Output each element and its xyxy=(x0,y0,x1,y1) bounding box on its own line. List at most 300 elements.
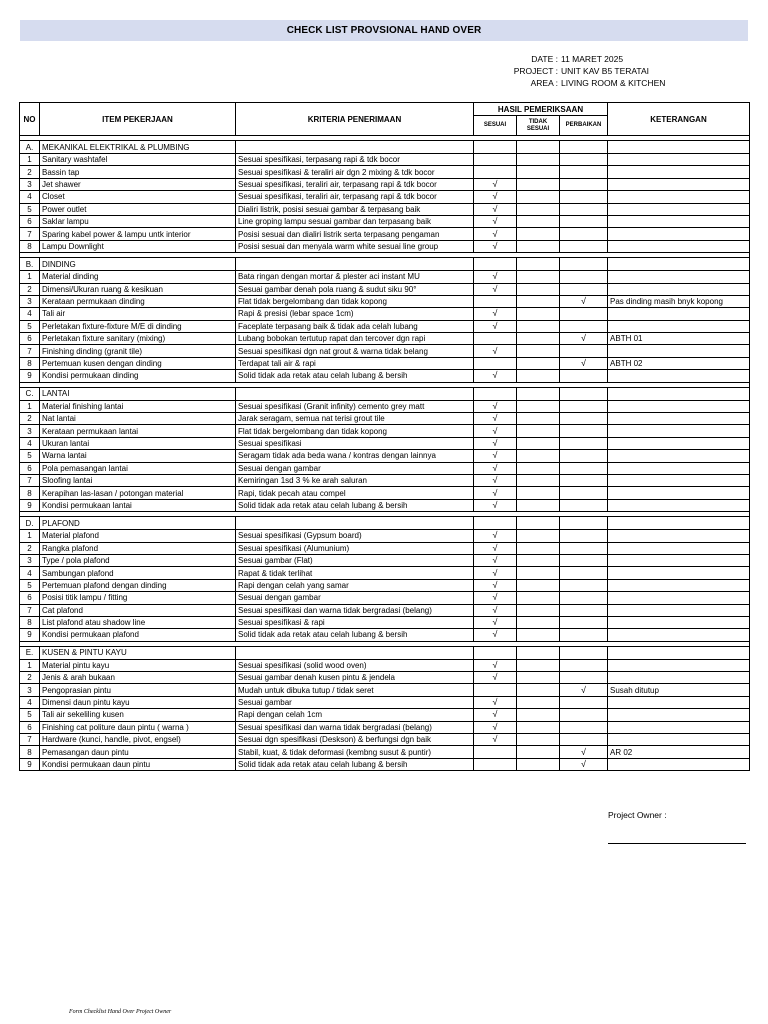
row-number: 6 xyxy=(20,592,40,604)
table-row xyxy=(20,413,750,425)
row-number: 2 xyxy=(20,542,40,554)
signature-line xyxy=(608,843,746,844)
tidak-sesuai-check xyxy=(517,400,560,412)
table-row xyxy=(20,530,750,542)
table-row xyxy=(20,191,750,203)
kriteria-penerimaan: Sesuai spesifikasi dan warna tidak bergradasi (belang) xyxy=(236,604,474,616)
sesuai-check: √ xyxy=(474,400,517,412)
meta-date-label: DATE : xyxy=(531,54,558,64)
table-row xyxy=(20,554,750,566)
item-pekerjaan: Jet shawer xyxy=(40,178,236,190)
meta-date-value: 11 MARET 2025 xyxy=(561,54,624,64)
keterangan xyxy=(608,592,750,604)
table-row xyxy=(20,228,750,240)
section-code: C. xyxy=(20,387,40,400)
sesuai-check: √ xyxy=(474,709,517,721)
tidak-sesuai-check xyxy=(517,370,560,382)
keterangan xyxy=(608,283,750,295)
item-pekerjaan: Lampu Downlight xyxy=(40,240,236,252)
empty-cell xyxy=(517,517,560,530)
section-header-row xyxy=(20,517,750,530)
kriteria-penerimaan: Sesuai spesifikasi (solid wood oven) xyxy=(236,659,474,671)
sesuai-check: √ xyxy=(474,191,517,203)
perbaikan-check xyxy=(560,542,608,554)
sesuai-check: √ xyxy=(474,696,517,708)
kriteria-penerimaan: Flat tidak bergelombang dan tidak kopong xyxy=(236,425,474,437)
row-number: 6 xyxy=(20,462,40,474)
row-number: 1 xyxy=(20,154,40,166)
sesuai-check: √ xyxy=(474,604,517,616)
kriteria-penerimaan: Faceplate terpasang baik & tidak ada celah lubang xyxy=(236,320,474,332)
kriteria-penerimaan: Stabil, kuat, & tidak deformasi (kembng susut & puntir) xyxy=(236,746,474,758)
table-row xyxy=(20,295,750,307)
perbaikan-check xyxy=(560,178,608,190)
keterangan: Pas dinding masih bnyk kopong xyxy=(608,295,750,307)
tidak-sesuai-check xyxy=(517,271,560,283)
empty-cell xyxy=(608,646,750,659)
row-number: 3 xyxy=(20,178,40,190)
tidak-sesuai-check xyxy=(517,345,560,357)
item-pekerjaan: Dimensi daun pintu kayu xyxy=(40,696,236,708)
empty-cell xyxy=(560,258,608,271)
empty-cell xyxy=(236,646,474,659)
keterangan xyxy=(608,672,750,684)
item-pekerjaan: Kerataan permukaan lantai xyxy=(40,425,236,437)
table-body xyxy=(20,136,750,771)
tidak-sesuai-check xyxy=(517,734,560,746)
sesuai-check: √ xyxy=(474,474,517,486)
sesuai-check: √ xyxy=(474,413,517,425)
perbaikan-check xyxy=(560,567,608,579)
section-header-row xyxy=(20,258,750,271)
item-pekerjaan: Power outlet xyxy=(40,203,236,215)
sesuai-check: √ xyxy=(474,308,517,320)
keterangan xyxy=(608,240,750,252)
kriteria-penerimaan: Solid tidak ada retak atau celah lubang & bersih xyxy=(236,499,474,511)
table-row xyxy=(20,450,750,462)
empty-cell xyxy=(236,141,474,154)
row-number: 8 xyxy=(20,616,40,628)
kriteria-penerimaan: Line groping lampu sesuai gambar dan terpasang baik xyxy=(236,215,474,227)
empty-cell xyxy=(474,141,517,154)
table-row xyxy=(20,487,750,499)
sesuai-check: √ xyxy=(474,271,517,283)
table-row xyxy=(20,604,750,616)
item-pekerjaan: Pemasangan daun pintu xyxy=(40,746,236,758)
tidak-sesuai-check xyxy=(517,567,560,579)
keterangan: AR 02 xyxy=(608,746,750,758)
meta-date xyxy=(500,53,665,65)
table-row xyxy=(20,308,750,320)
item-pekerjaan: Sloofing lantai xyxy=(40,474,236,486)
table-row xyxy=(20,616,750,628)
item-pekerjaan: Sanitary washtafel xyxy=(40,154,236,166)
empty-cell xyxy=(608,141,750,154)
kriteria-penerimaan: Mudah untuk dibuka tutup / tidak seret xyxy=(236,684,474,696)
empty-cell xyxy=(236,387,474,400)
keterangan xyxy=(608,758,750,770)
keterangan xyxy=(608,530,750,542)
table-row xyxy=(20,672,750,684)
kriteria-penerimaan: Lubang bobokan tertutup rapat dan tercover dgn rapi xyxy=(236,333,474,345)
row-number: 5 xyxy=(20,320,40,332)
sesuai-check: √ xyxy=(474,542,517,554)
kriteria-penerimaan: Sesuai spesifikasi dan warna tidak bergradasi (belang) xyxy=(236,721,474,733)
section-header-row xyxy=(20,141,750,154)
tidak-sesuai-check xyxy=(517,320,560,332)
section-header-row xyxy=(20,646,750,659)
table-row xyxy=(20,345,750,357)
checklist-table xyxy=(19,102,750,771)
keterangan xyxy=(608,721,750,733)
perbaikan-check xyxy=(560,308,608,320)
kriteria-penerimaan: Jarak seragam, semua nat terisi grout tile xyxy=(236,413,474,425)
row-number: 3 xyxy=(20,295,40,307)
tidak-sesuai-check xyxy=(517,166,560,178)
table-row xyxy=(20,746,750,758)
sesuai-check: √ xyxy=(474,228,517,240)
item-pekerjaan: Jenis & arah bukaan xyxy=(40,672,236,684)
table-row xyxy=(20,659,750,671)
tidak-sesuai-check xyxy=(517,437,560,449)
tidak-sesuai-check xyxy=(517,240,560,252)
sesuai-check: √ xyxy=(474,203,517,215)
sesuai-check: √ xyxy=(474,345,517,357)
sesuai-check xyxy=(474,295,517,307)
table-row xyxy=(20,166,750,178)
document-meta xyxy=(500,53,665,89)
empty-cell xyxy=(608,258,750,271)
table-row xyxy=(20,592,750,604)
sesuai-check xyxy=(474,154,517,166)
keterangan xyxy=(608,191,750,203)
kriteria-penerimaan: Dialiri listrik, posisi sesuai gambar & terpasang baik xyxy=(236,203,474,215)
item-pekerjaan: Closet xyxy=(40,191,236,203)
keterangan xyxy=(608,474,750,486)
perbaikan-check xyxy=(560,320,608,332)
table-row xyxy=(20,283,750,295)
keterangan xyxy=(608,400,750,412)
kriteria-penerimaan: Rapat & tidak terlihat xyxy=(236,567,474,579)
perbaikan-check xyxy=(560,592,608,604)
row-number: 8 xyxy=(20,240,40,252)
table-row xyxy=(20,696,750,708)
section-code: E. xyxy=(20,646,40,659)
perbaikan-check xyxy=(560,474,608,486)
kriteria-penerimaan: Rapi & presisi (lebar space 1cm) xyxy=(236,308,474,320)
empty-cell xyxy=(236,517,474,530)
keterangan xyxy=(608,734,750,746)
meta-area-label: AREA : xyxy=(530,78,558,88)
row-number: 7 xyxy=(20,228,40,240)
kriteria-penerimaan: Sesuai dgn spesifikasi (Deskson) & berfungsi dgn baik xyxy=(236,734,474,746)
item-pekerjaan: Posisi titik lampu / fitting xyxy=(40,592,236,604)
project-owner-label: Project Owner : xyxy=(608,810,667,820)
sesuai-check: √ xyxy=(474,178,517,190)
item-pekerjaan: Type / pola plafond xyxy=(40,554,236,566)
empty-cell xyxy=(608,517,750,530)
table-row xyxy=(20,709,750,721)
table-row xyxy=(20,474,750,486)
item-pekerjaan: Material plafond xyxy=(40,530,236,542)
table-row xyxy=(20,333,750,345)
sesuai-check xyxy=(474,333,517,345)
kriteria-penerimaan: Rapi, tidak pecah atau compel xyxy=(236,487,474,499)
perbaikan-check xyxy=(560,425,608,437)
perbaikan-check xyxy=(560,271,608,283)
item-pekerjaan: Tali air xyxy=(40,308,236,320)
kriteria-penerimaan: Sesuai spesifikasi (Gypsum board) xyxy=(236,530,474,542)
tidak-sesuai-check xyxy=(517,746,560,758)
meta-project-label: PROJECT : xyxy=(513,66,558,76)
item-pekerjaan: List plafond atau shadow line xyxy=(40,616,236,628)
item-pekerjaan: Sambungan plafond xyxy=(40,567,236,579)
row-number: 5 xyxy=(20,709,40,721)
keterangan xyxy=(608,616,750,628)
perbaikan-check xyxy=(560,734,608,746)
kriteria-penerimaan: Solid tidak ada retak atau celah lubang & bersih xyxy=(236,629,474,641)
row-number: 1 xyxy=(20,400,40,412)
tidak-sesuai-check xyxy=(517,672,560,684)
row-number: 8 xyxy=(20,357,40,369)
sesuai-check: √ xyxy=(474,530,517,542)
header-no: NO xyxy=(20,103,40,136)
row-number: 9 xyxy=(20,370,40,382)
perbaikan-check xyxy=(560,203,608,215)
item-pekerjaan: Kondisi permukaan lantai xyxy=(40,499,236,511)
perbaikan-check xyxy=(560,696,608,708)
empty-cell xyxy=(474,387,517,400)
empty-cell xyxy=(560,646,608,659)
keterangan xyxy=(608,542,750,554)
row-number: 2 xyxy=(20,166,40,178)
sesuai-check: √ xyxy=(474,554,517,566)
tidak-sesuai-check xyxy=(517,616,560,628)
tidak-sesuai-check xyxy=(517,425,560,437)
item-pekerjaan: Saklar lampu xyxy=(40,215,236,227)
meta-project-value: UNIT KAV B5 TERATAI xyxy=(561,66,650,76)
kriteria-penerimaan: Sesuai dengan gambar xyxy=(236,592,474,604)
sesuai-check xyxy=(474,357,517,369)
item-pekerjaan: Perletakan fixture-fixture M/E di dinding xyxy=(40,320,236,332)
tidak-sesuai-check xyxy=(517,709,560,721)
perbaikan-check xyxy=(560,413,608,425)
perbaikan-check xyxy=(560,604,608,616)
table-header xyxy=(20,103,750,136)
tidak-sesuai-check xyxy=(517,450,560,462)
keterangan xyxy=(608,604,750,616)
table-row xyxy=(20,425,750,437)
row-number: 9 xyxy=(20,499,40,511)
perbaikan-check xyxy=(560,554,608,566)
item-pekerjaan: Kerataan permukaan dinding xyxy=(40,295,236,307)
document-title: CHECK LIST PROVSIONAL HAND OVER xyxy=(20,20,748,41)
tidak-sesuai-check xyxy=(517,758,560,770)
sesuai-check: √ xyxy=(474,462,517,474)
tidak-sesuai-check xyxy=(517,530,560,542)
perbaikan-check xyxy=(560,215,608,227)
keterangan xyxy=(608,629,750,641)
kriteria-penerimaan: Terdapat tali air & rapi xyxy=(236,357,474,369)
perbaikan-check xyxy=(560,228,608,240)
table-row xyxy=(20,400,750,412)
empty-cell xyxy=(236,258,474,271)
keterangan xyxy=(608,709,750,721)
sesuai-check: √ xyxy=(474,437,517,449)
item-pekerjaan: Finishing cat politure daun pintu ( warna ) xyxy=(40,721,236,733)
empty-cell xyxy=(560,517,608,530)
kriteria-penerimaan: Sesuai gambar denah pola ruang & sudut siku 90° xyxy=(236,283,474,295)
kriteria-penerimaan: Sesuai spesifikasi (Granit infinity) cemento grey matt xyxy=(236,400,474,412)
tidak-sesuai-check xyxy=(517,295,560,307)
header-item: ITEM PEKERJAAN xyxy=(40,103,236,136)
sesuai-check: √ xyxy=(474,567,517,579)
keterangan xyxy=(608,554,750,566)
tidak-sesuai-check xyxy=(517,283,560,295)
kriteria-penerimaan: Sesuai spesifikasi, teraliri air, terpasang rapi & tdk bocor xyxy=(236,191,474,203)
keterangan xyxy=(608,659,750,671)
section-code: A. xyxy=(20,141,40,154)
keterangan: ABTH 02 xyxy=(608,357,750,369)
keterangan xyxy=(608,579,750,591)
empty-cell xyxy=(474,646,517,659)
kriteria-penerimaan: Flat tidak bergelombang dan tidak kopong xyxy=(236,295,474,307)
perbaikan-check xyxy=(560,672,608,684)
table-row xyxy=(20,567,750,579)
table-row xyxy=(20,357,750,369)
keterangan xyxy=(608,320,750,332)
row-number: 7 xyxy=(20,345,40,357)
keterangan xyxy=(608,462,750,474)
tidak-sesuai-check xyxy=(517,487,560,499)
tidak-sesuai-check xyxy=(517,721,560,733)
perbaikan-check xyxy=(560,499,608,511)
perbaikan-check xyxy=(560,450,608,462)
table-row xyxy=(20,758,750,770)
row-number: 7 xyxy=(20,474,40,486)
row-number: 4 xyxy=(20,191,40,203)
tidak-sesuai-check xyxy=(517,696,560,708)
item-pekerjaan: Pola pemasangan lantai xyxy=(40,462,236,474)
item-pekerjaan: Material pintu kayu xyxy=(40,659,236,671)
section-header-row xyxy=(20,387,750,400)
item-pekerjaan: Kondisi permukaan dinding xyxy=(40,370,236,382)
empty-cell xyxy=(517,387,560,400)
row-number: 8 xyxy=(20,487,40,499)
row-number: 4 xyxy=(20,696,40,708)
sesuai-check: √ xyxy=(474,283,517,295)
keterangan xyxy=(608,437,750,449)
keterangan xyxy=(608,696,750,708)
item-pekerjaan: Finishing dinding (granit tile) xyxy=(40,345,236,357)
item-pekerjaan: Material dinding xyxy=(40,271,236,283)
perbaikan-check xyxy=(560,629,608,641)
table-row xyxy=(20,684,750,696)
kriteria-penerimaan: Sesuai spesifikasi, terpasang rapi & tdk bocor xyxy=(236,154,474,166)
keterangan xyxy=(608,215,750,227)
sesuai-check: √ xyxy=(474,499,517,511)
item-pekerjaan: Sparing kabel power & lampu untk interior xyxy=(40,228,236,240)
tidak-sesuai-check xyxy=(517,684,560,696)
kriteria-penerimaan: Sesuai spesifikasi & teraliri air dgn 2 mixing & tdk bocor xyxy=(236,166,474,178)
header-keterangan: KETERANGAN xyxy=(608,103,750,136)
kriteria-penerimaan: Bata ringan dengan mortar & plester aci instant MU xyxy=(236,271,474,283)
kriteria-penerimaan: Rapi dengan celah 1cm xyxy=(236,709,474,721)
meta-project xyxy=(500,65,665,77)
sesuai-check: √ xyxy=(474,487,517,499)
keterangan xyxy=(608,308,750,320)
row-number: 9 xyxy=(20,629,40,641)
item-pekerjaan: Warna lantai xyxy=(40,450,236,462)
item-pekerjaan: Tali air sekeliling kusen xyxy=(40,709,236,721)
section-code: B. xyxy=(20,258,40,271)
row-number: 4 xyxy=(20,308,40,320)
meta-area-value: LIVING ROOM & KITCHEN xyxy=(561,78,666,88)
empty-cell xyxy=(517,646,560,659)
item-pekerjaan: Bassin tap xyxy=(40,166,236,178)
keterangan xyxy=(608,271,750,283)
empty-cell xyxy=(474,517,517,530)
empty-cell xyxy=(517,258,560,271)
table-row xyxy=(20,215,750,227)
tidak-sesuai-check xyxy=(517,154,560,166)
form-footer: Form Checklist Hand Over Project Owner xyxy=(69,1009,172,1015)
keterangan xyxy=(608,450,750,462)
keterangan xyxy=(608,203,750,215)
tidak-sesuai-check xyxy=(517,604,560,616)
keterangan: ABTH 01 xyxy=(608,333,750,345)
header-sesuai: SESUAI xyxy=(474,116,517,136)
item-pekerjaan: Kondisi permukaan daun pintu xyxy=(40,758,236,770)
perbaikan-check xyxy=(560,437,608,449)
tidak-sesuai-check xyxy=(517,413,560,425)
keterangan xyxy=(608,345,750,357)
sesuai-check: √ xyxy=(474,370,517,382)
sesuai-check: √ xyxy=(474,579,517,591)
item-pekerjaan: Dimensi/Ukuran ruang & kesikuan xyxy=(40,283,236,295)
section-name: LANTAI xyxy=(40,387,236,400)
keterangan xyxy=(608,499,750,511)
row-number: 7 xyxy=(20,604,40,616)
kriteria-penerimaan: Sesuai spesifikasi dgn nat grout & warna tidak belang xyxy=(236,345,474,357)
perbaikan-check xyxy=(560,283,608,295)
tidak-sesuai-check xyxy=(517,178,560,190)
item-pekerjaan: Ukuran lantai xyxy=(40,437,236,449)
row-number: 1 xyxy=(20,530,40,542)
tidak-sesuai-check xyxy=(517,629,560,641)
perbaikan-check: √ xyxy=(560,295,608,307)
item-pekerjaan: Pertemuan plafond dengan dinding xyxy=(40,579,236,591)
header-perbaikan: PERBAIKAN xyxy=(560,116,608,136)
kriteria-penerimaan: Solid tidak ada retak atau celah lubang & bersih xyxy=(236,758,474,770)
perbaikan-check xyxy=(560,345,608,357)
sesuai-check: √ xyxy=(474,215,517,227)
kriteria-penerimaan: Posisi sesuai dan menyala warm white sesuai line group xyxy=(236,240,474,252)
perbaikan-check xyxy=(560,530,608,542)
tidak-sesuai-check xyxy=(517,499,560,511)
item-pekerjaan: Kondisi permukaan plafond xyxy=(40,629,236,641)
perbaikan-check: √ xyxy=(560,333,608,345)
keterangan: Susah ditutup xyxy=(608,684,750,696)
kriteria-penerimaan: Seragam tidak ada beda wana / kontras dengan lainnya xyxy=(236,450,474,462)
row-number: 4 xyxy=(20,437,40,449)
item-pekerjaan: Material finishing lantai xyxy=(40,400,236,412)
row-number: 2 xyxy=(20,283,40,295)
sesuai-check: √ xyxy=(474,320,517,332)
table-row xyxy=(20,462,750,474)
keterangan xyxy=(608,370,750,382)
perbaikan-check xyxy=(560,191,608,203)
